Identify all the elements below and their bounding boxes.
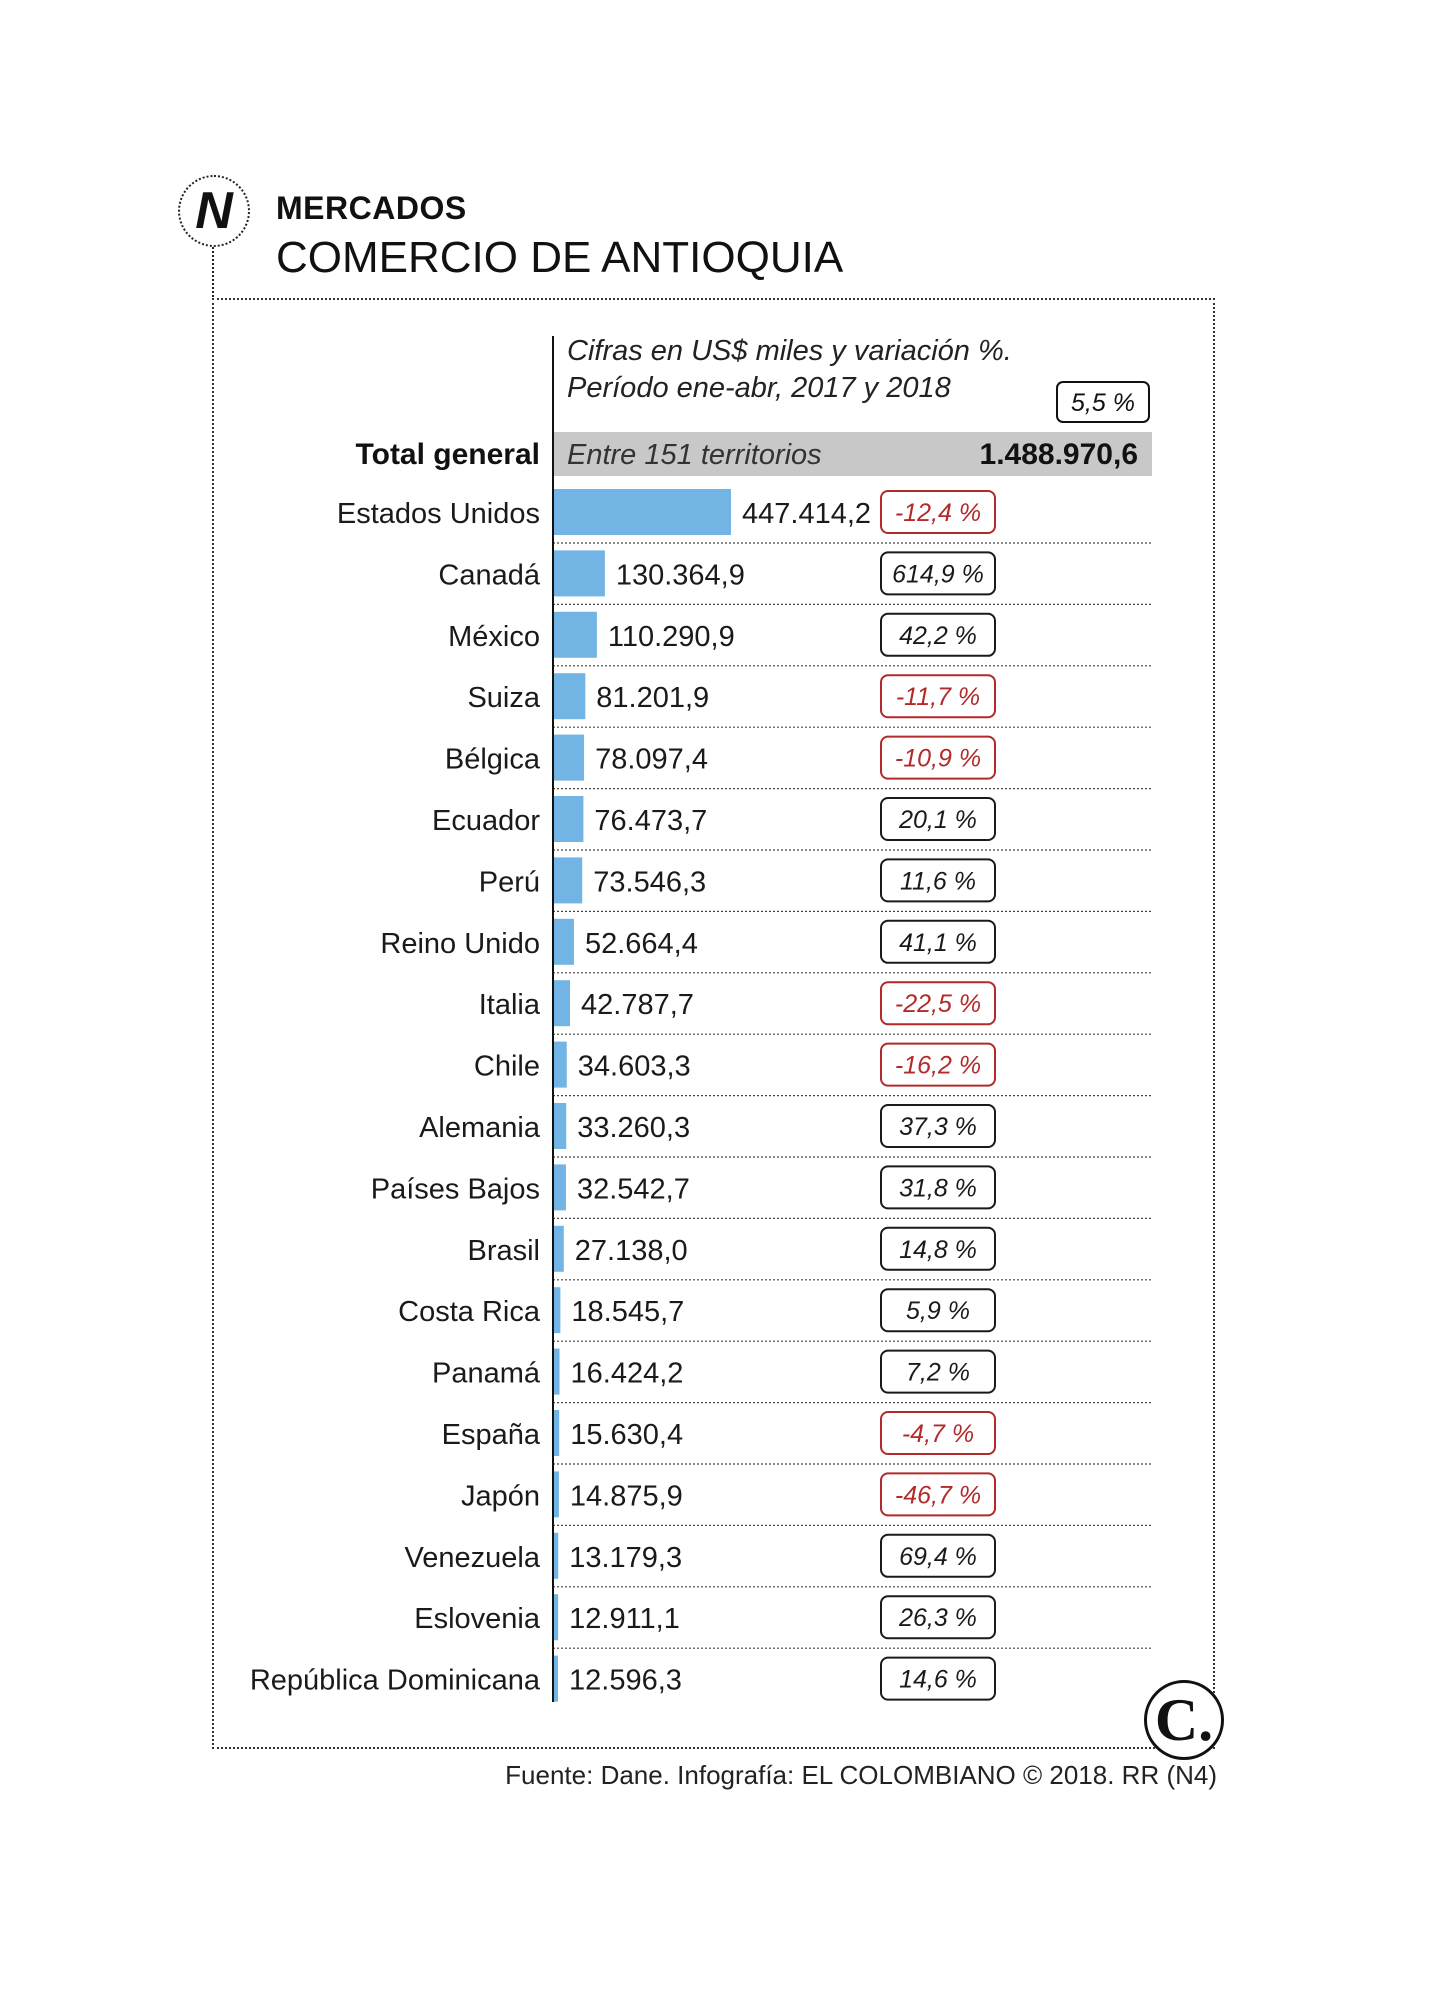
category-label: Brasil [467, 1234, 540, 1267]
bar [553, 1042, 567, 1088]
change-label: 69,4 % [899, 1542, 977, 1571]
chart-title: COMERCIO DE ANTIOQUIA [276, 233, 844, 282]
change-label: 26,3 % [899, 1604, 977, 1633]
category-label: Alemania [419, 1112, 540, 1144]
bar [553, 1164, 566, 1210]
category-label: Eslovenia [414, 1603, 540, 1636]
change-label: -22,5 % [894, 990, 982, 1019]
bar [553, 735, 584, 781]
chart-subtitle-line: Período ene-abr, 2017 y 2018 [567, 372, 951, 404]
value-label: 52.664,4 [584, 927, 698, 960]
bar [553, 673, 585, 719]
change-label: 14,6 % [899, 1665, 977, 1694]
value-label: 12.911,1 [569, 1603, 680, 1636]
source-note: Fuente: Dane. Infografía: EL COLOMBIANO © 2018. RR (N4) [505, 1760, 1217, 1790]
category-label: España [441, 1419, 540, 1451]
bar [553, 1103, 566, 1149]
category-label: Canadá [438, 559, 540, 592]
change-label: -4,7 % [901, 1420, 975, 1448]
category-label: Chile [473, 1050, 540, 1083]
section-label: MERCADOS [276, 190, 467, 226]
change-label: 42,2 % [899, 621, 977, 650]
change-label: -16,2 % [894, 1051, 982, 1080]
category-label: Japón [460, 1480, 540, 1513]
el-colombiano-c-logo: C. [1144, 1680, 1224, 1760]
value-label: 15.630,4 [570, 1419, 684, 1451]
category-label: República Dominicana [249, 1664, 540, 1697]
value-label: 16.424,2 [570, 1357, 684, 1390]
bar [553, 1226, 564, 1272]
value-label: 14.875,9 [569, 1480, 683, 1513]
total-description: Entre 151 territorios [567, 439, 822, 471]
change-label: 41,1 % [899, 928, 977, 957]
bar [553, 980, 570, 1026]
value-label: 12.596,3 [569, 1664, 682, 1697]
category-label: México [448, 620, 540, 653]
value-label: 76.473,7 [594, 805, 708, 837]
bar [553, 857, 582, 903]
category-label: Italia [478, 989, 540, 1022]
category-label: Suiza [467, 682, 540, 715]
category-label: Venezuela [404, 1541, 540, 1574]
bar [553, 489, 731, 535]
change-label: 14,8 % [899, 1235, 977, 1264]
total-change-label: 5,5 % [1071, 389, 1135, 417]
value-label: 32.542,7 [576, 1173, 690, 1206]
logo-n-letter: N [195, 182, 233, 240]
change-label: 37,3 % [899, 1113, 977, 1141]
category-label: Países Bajos [370, 1173, 540, 1206]
value-label: 81.201,9 [596, 682, 710, 715]
change-label: -10,9 % [894, 744, 982, 773]
change-label: 7,2 % [906, 1358, 970, 1387]
change-label: 11,6 % [900, 867, 976, 896]
change-label: 31,8 % [899, 1174, 977, 1203]
value-label: 33.260,3 [577, 1112, 691, 1144]
value-label: 110.290,9 [607, 620, 735, 653]
category-label: Perú [478, 866, 540, 899]
value-label: 130.364,9 [615, 559, 745, 592]
bar [553, 796, 583, 842]
bar [553, 1287, 560, 1333]
category-label: Panamá [431, 1357, 540, 1390]
value-label: 78.097,4 [595, 743, 708, 776]
change-label: 614,9 % [892, 560, 984, 589]
value-label: 27.138,0 [574, 1234, 688, 1267]
change-label: -11,7 % [895, 683, 981, 712]
category-label: Estados Unidos [336, 498, 540, 530]
value-label: 447.414,2 [742, 498, 872, 530]
value-label: 73.546,3 [593, 866, 707, 899]
value-label: 34.603,3 [577, 1050, 691, 1083]
bar [553, 919, 574, 965]
chart-subtitle-line: Cifras en US$ miles y variación %. [567, 335, 1012, 367]
change-label: -46,7 % [894, 1481, 982, 1510]
change-label: -12,4 % [894, 499, 982, 527]
category-label: Costa Rica [398, 1296, 540, 1329]
total-value-label: 1.488.970,6 [979, 438, 1138, 471]
total-label: Total general [355, 438, 540, 471]
bar [553, 612, 597, 658]
category-label: Bélgica [444, 743, 540, 776]
change-label: 5,9 % [906, 1297, 970, 1326]
value-label: 18.545,7 [571, 1296, 685, 1329]
bar [553, 550, 605, 596]
value-label: 42.787,7 [581, 989, 694, 1022]
change-label: 20,1 % [899, 806, 977, 834]
category-label: Ecuador [431, 805, 540, 837]
category-label: Reino Unido [380, 927, 540, 960]
value-label: 13.179,3 [569, 1541, 683, 1574]
